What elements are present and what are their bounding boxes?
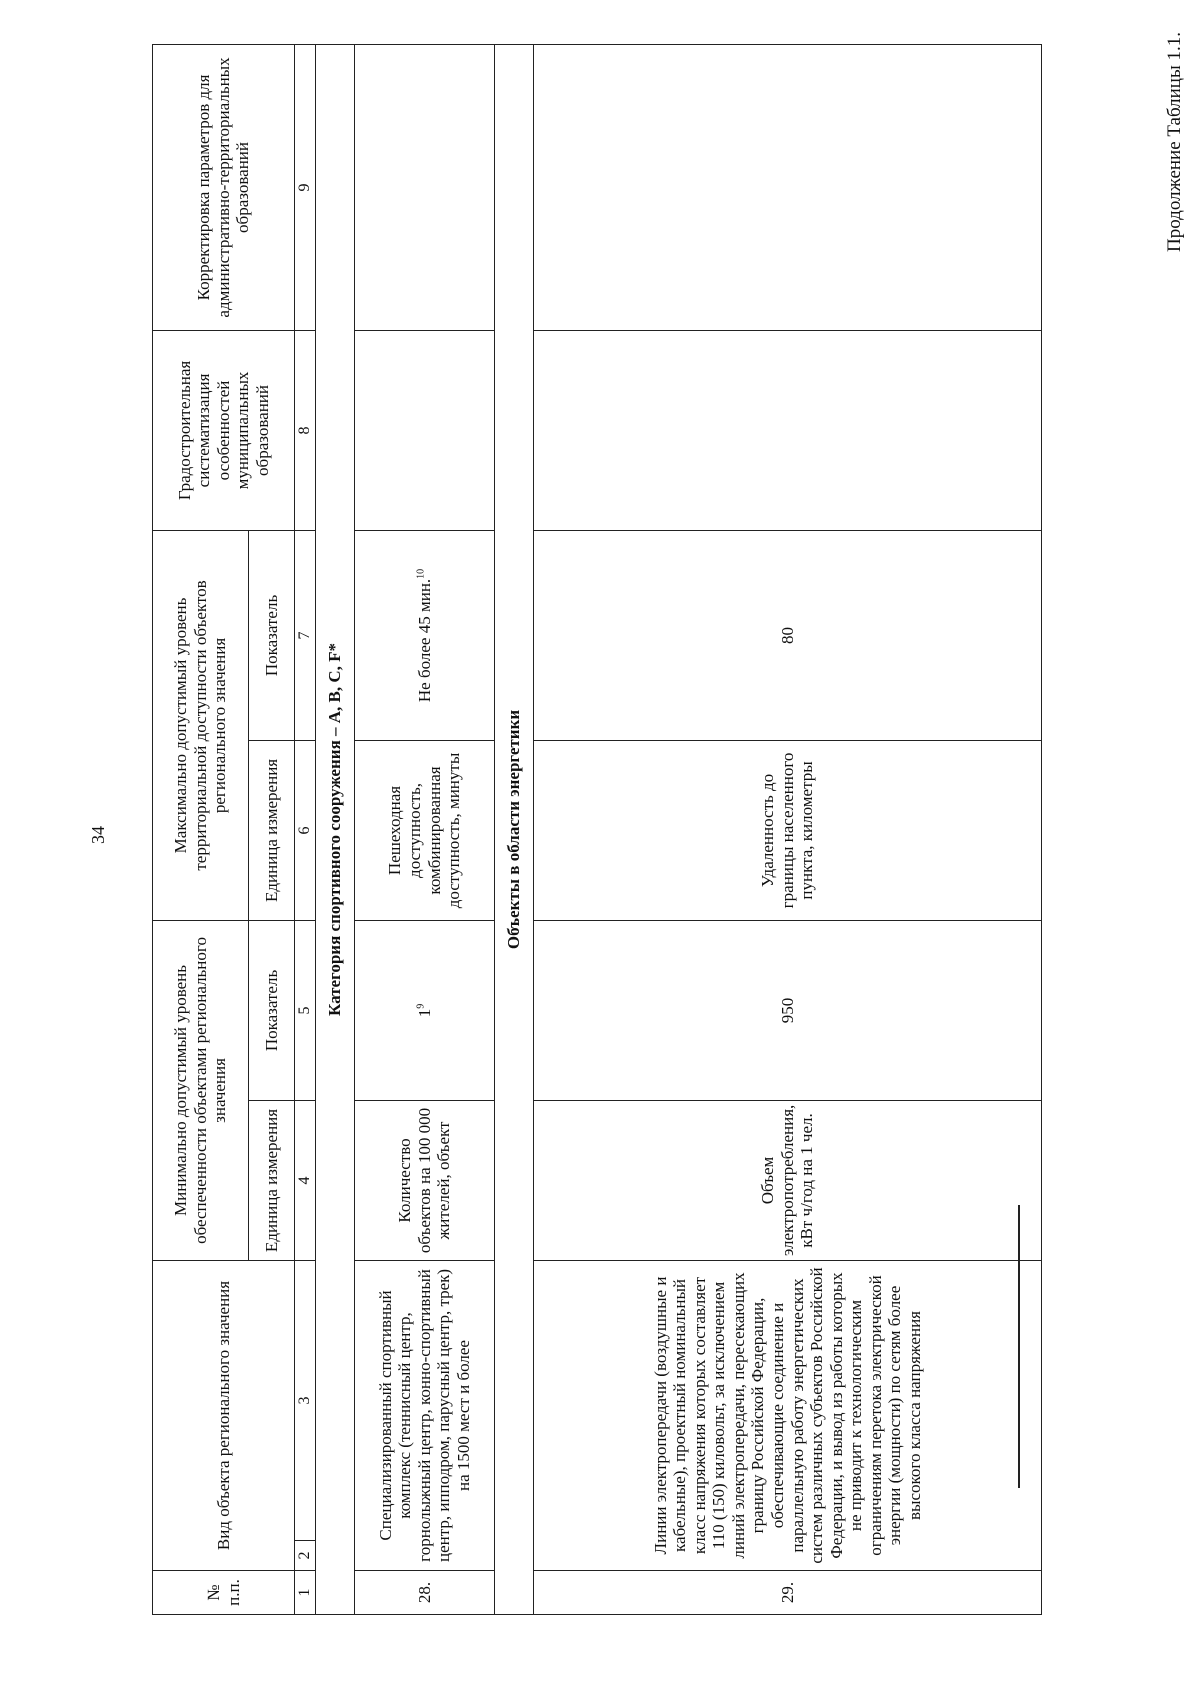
row29-urban <box>534 330 1042 530</box>
rotated-table-wrapper <box>152 45 1042 1615</box>
col-number: 8 <box>295 330 316 530</box>
header-correction: Корректировка параметров для административно-территориальных образований <box>153 44 295 330</box>
col-number: 1 <box>295 1571 316 1615</box>
row28-min-footnote-ref: 9 <box>415 1003 427 1009</box>
section-energy-row <box>495 44 534 1614</box>
row28-max-footnote-ref: 10 <box>415 568 427 579</box>
header-num: № п.п. <box>153 1571 295 1615</box>
header-row-1 <box>153 44 249 1614</box>
row28-num: 28. <box>355 1571 495 1615</box>
header-min-level: Минимально допустимый уровень обеспеченности объектами регионального значения <box>153 920 249 1260</box>
footnote-separator <box>1018 1205 1020 1488</box>
header-min-indicator: Показатель <box>249 920 295 1100</box>
table-row-29 <box>534 44 1042 1614</box>
row28-min-value-text: 1 <box>414 1008 434 1018</box>
row28-min-unit: Количество объектов на 100 000 жителей, объект <box>355 1100 495 1260</box>
col-number: 3 <box>295 1260 316 1540</box>
continuation-caption <box>1162 0 1188 252</box>
column-numbers-row <box>295 44 316 1614</box>
header-min-unit: Единица измерения <box>249 1100 295 1260</box>
section-sport-row <box>316 44 355 1614</box>
row29-max-value: 80 <box>534 530 1042 740</box>
header-max-indicator: Показатель <box>249 530 295 740</box>
row29-max-unit: Удаленность до границы населенного пункта, километры <box>534 740 1042 920</box>
col-number: 9 <box>295 44 316 330</box>
row28-object: Специализированный спортивный комплекс (теннисный центр, горнолыжный центр, конно-спортивный центр, ипподром, парусный центр, трек) на 1500 мест и более <box>355 1260 495 1570</box>
col-number: 5 <box>295 920 316 1100</box>
header-urban-systematization: Градостроительная систематизация особенностей муниципальных образований <box>153 330 295 530</box>
col-number: 2 <box>295 1541 316 1571</box>
col-number: 6 <box>295 740 316 920</box>
row28-max-unit: Пешеходная доступность, комбинированная доступность, минуты <box>355 740 495 920</box>
row28-max-value <box>355 530 495 740</box>
row29-min-unit: Объем электропотребления, кВт ч/год на 1 чел. <box>534 1100 1042 1260</box>
table-row-28 <box>355 44 495 1614</box>
row28-urban <box>355 330 495 530</box>
row28-min-value <box>355 920 495 1100</box>
header-max-level: Максимально допустимый уровень территориальной доступности объектов регионального значения <box>153 530 249 920</box>
row29-object: Линии электропередачи (воздушные и кабельные), проектный номинальный класс напряжения которых составляет 110 (150) киловольт, за исключением линий электропередачи, пересекающих границу Российской Федерации, обеспечивающие соединение и параллельную работу энергетических систем различных субъектов Российской Федерации, и вывод из работы которых не приводит к технологическим ограничениям перетока электрической энергии (мощности) по сетям более высокого класса напряжения <box>534 1260 1042 1570</box>
header-object-type: Вид объекта регионального значения <box>153 1260 295 1570</box>
row29-num: 29. <box>534 1571 1042 1615</box>
row29-min-value: 950 <box>534 920 1042 1100</box>
row29-correction <box>534 44 1042 330</box>
section-sport-title: Категория спортивного сооружения – A, B, C, F* <box>316 44 355 1614</box>
regional-objects-table <box>152 44 1042 1615</box>
col-number: 7 <box>295 530 316 740</box>
page-number: 34 <box>88 826 108 844</box>
header-max-unit: Единица измерения <box>249 740 295 920</box>
section-energy-title: Объекты в области энергетики <box>495 44 534 1614</box>
continuation-text: Продолжение Таблицы 1.1. <box>1164 32 1185 252</box>
col-number: 4 <box>295 1100 316 1260</box>
row28-correction <box>355 44 495 330</box>
row28-max-value-text: Не более 45 мин. <box>414 578 434 703</box>
